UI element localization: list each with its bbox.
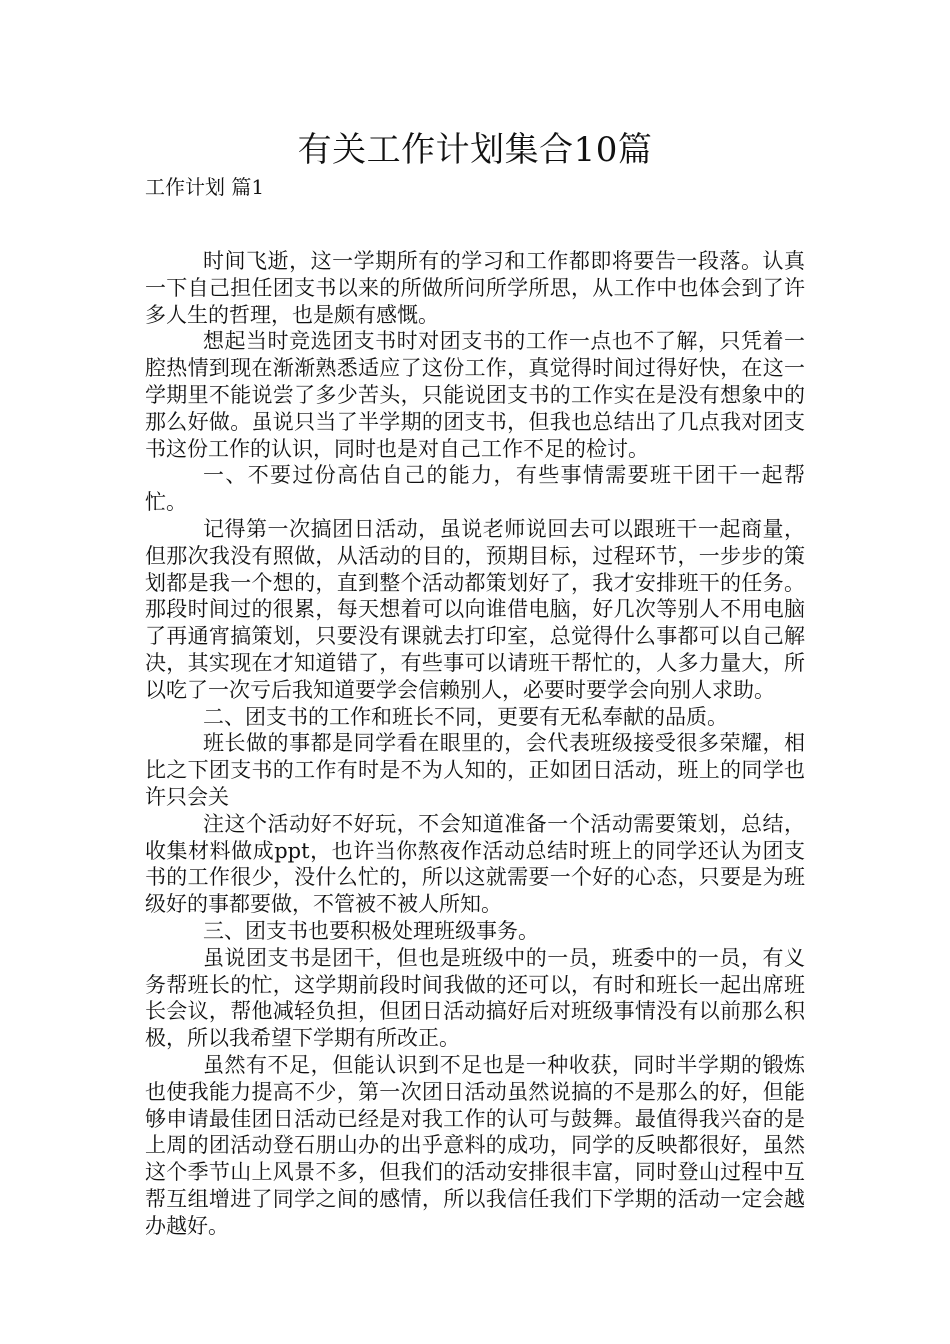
paragraph-3: 一、不要过份高估自己的能力，有些事情需要班干团干一起帮忙。 <box>145 463 805 515</box>
document-body <box>145 248 805 1239</box>
paragraph-10: 虽然有不足，但能认识到不足也是一种收获，同时半学期的锻炼也使我能力提高不少，第一次团日活动虽然说搞的不是那么的好，但能够申请最佳团日活动已经是对我工作的认可与鼓舞。最值得我兴奋的是上周的团活动登石朋山办的出乎意料的成功，同学的反映都很好，虽然这个季节山上风景不多，但我们的活动安排很丰富，同时登山过程中互帮互组增进了同学之间的感情，所以我信任我们下学期的活动一定会越办越好。 <box>145 1052 805 1238</box>
paragraph-7: 注这个活动好不好玩，不会知道准备一个活动需要策划，总结，收集材料做成ppt，也许当你熬夜作活动总结时班上的同学还认为团支书的工作很少，没什么忙的，所以这就需要一个好的心态，只要是为班级好的事都要做，不管被不被人所知。 <box>145 811 805 917</box>
paragraph-5: 二、团支书的工作和班长不同，更要有无私奉献的品质。 <box>203 704 728 729</box>
section-heading: 工作计划 篇1 <box>145 175 265 199</box>
paragraph-6: 班长做的事都是同学看在眼里的，会代表班级接受很多荣耀，相比之下团支书的工作有时是不为人知的，正如团日活动，班上的同学也许只会关 <box>145 731 805 809</box>
paragraph-1: 时间飞逝，这一学期所有的学习和工作都即将要告一段落。认真一下自己担任团支书以来的所做所问所学所思，从工作中也体会到了许多人生的哲理，也是颇有感慨。 <box>145 249 805 327</box>
paragraph-9: 虽说团支书是团干，但也是班级中的一员，班委中的一员，有义务帮班长的忙，这学期前段时间我做的还可以，有时和班长一起出席班长会议，帮他减轻负担，但团日活动搞好后对班级事情没有以前那么积极，所以我希望下学期有所改正。 <box>145 945 805 1051</box>
paragraph-8: 三、团支书也要积极处理班级事务。 <box>203 918 539 943</box>
document-title: 有关工作计划集合10篇 <box>297 130 653 170</box>
paragraph-2: 想起当时竞选团支书时对团支书的工作一点也不了解，只凭着一腔热情到现在渐渐熟悉适应了这份工作，真觉得时间过得好快，在这一学期里不能说尝了多少苦头，只能说团支书的工作实在是没有想象中的那么好做。虽说只当了半学期的团支书，但我也总结出了几点我对团支书这份工作的认识，同时也是对自己工作不足的检讨。 <box>145 329 805 461</box>
paragraph-4: 记得第一次搞团日活动，虽说老师说回去可以跟班干一起商量，但那次我没有照做，从活动的目的，预期目标，过程环节，一步步的策划都是我一个想的，直到整个活动都策划好了，我才安排班干的任务。那段时间过的很累，每天想着可以向谁借电脑，好几次等别人不用电脑了再通宵搞策划，只要没有课就去打印室，总觉得什么事都可以自己解决，其实现在才知道错了，有些事可以请班干帮忙的，人多力量大，所以吃了一次亏后我知道要学会信赖别人，必要时要学会向别人求助。 <box>145 516 805 702</box>
